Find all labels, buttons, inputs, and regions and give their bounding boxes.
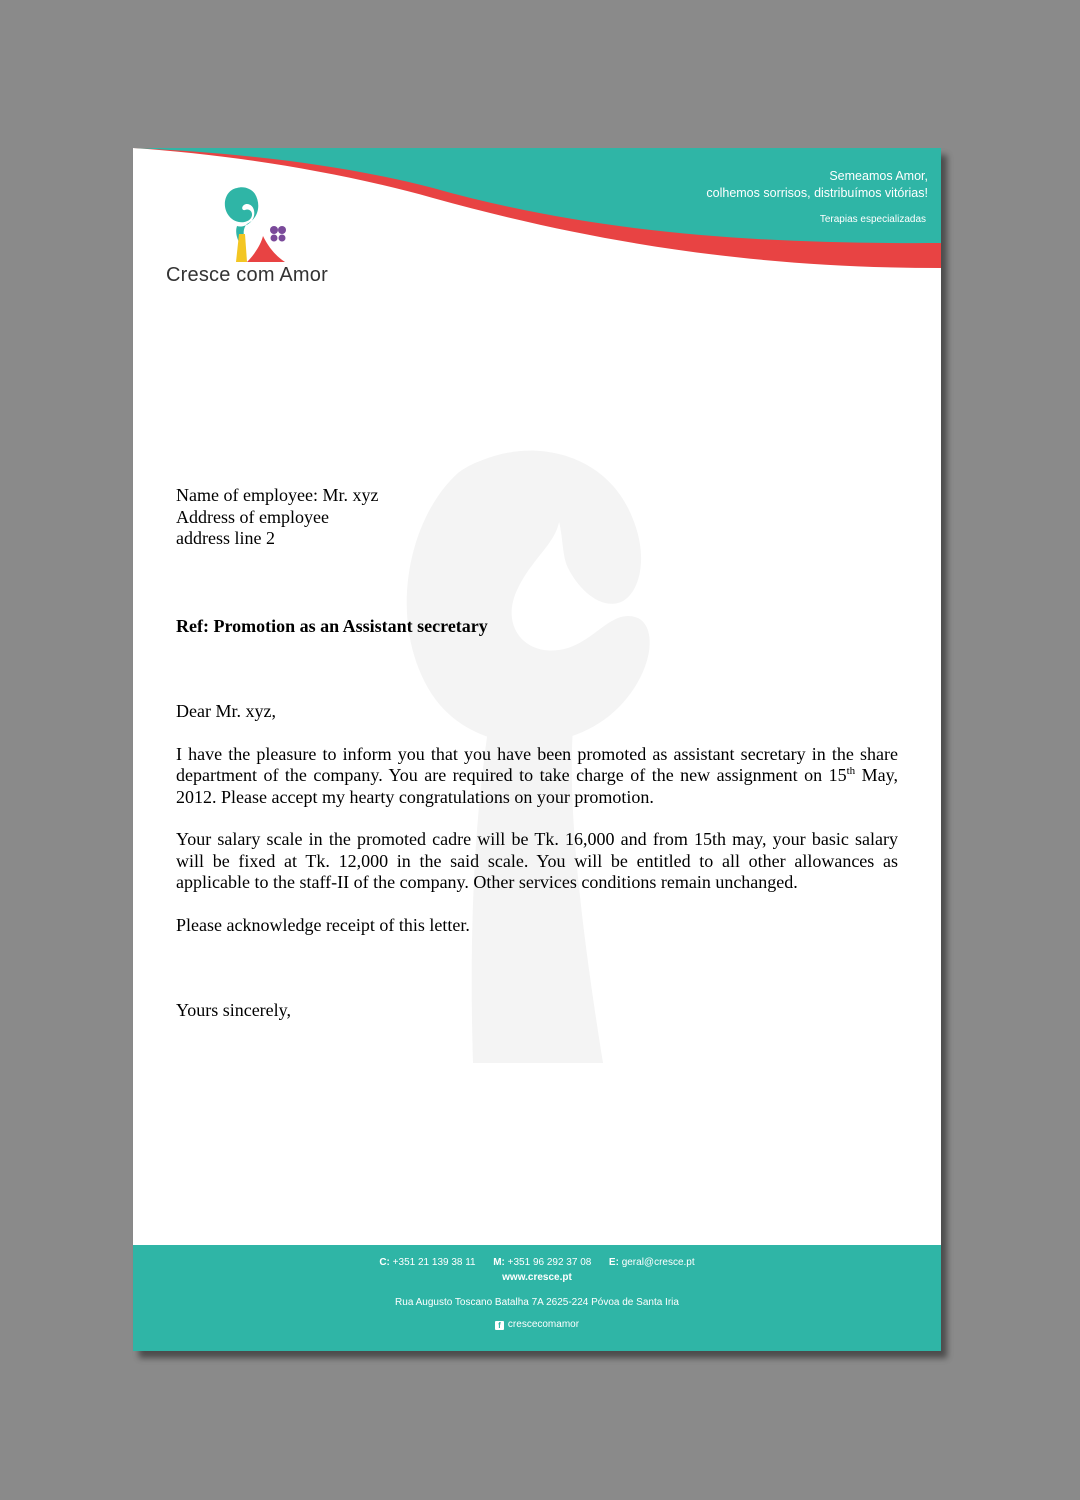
letter-body	[176, 485, 898, 1022]
phone-number[interactable]: +351 21 139 38 11	[392, 1257, 476, 1268]
reference-line: Ref: Promotion as an Assistant secretary	[176, 615, 488, 636]
footer-contact-row	[133, 1257, 941, 1268]
paragraph-3: Please acknowledge receipt of this letter.	[176, 914, 470, 935]
paragraph-1-superscript: th	[846, 765, 856, 777]
tagline-line1: Semeamos Amor,	[829, 169, 928, 183]
tagline-sub: Terapias especializadas	[819, 214, 926, 225]
recipient-block	[176, 485, 898, 550]
mobile-number[interactable]: +351 96 292 37 08	[507, 1257, 592, 1268]
social-row[interactable]	[133, 1319, 941, 1330]
logo-curl-shape	[225, 187, 258, 242]
salutation: Dear Mr. xyz,	[176, 701, 276, 721]
logo-butterfly	[270, 226, 286, 242]
tagline-line2: colhemos sorrisos, distribuímos vitórias!	[706, 186, 928, 200]
brand-logo-icon	[223, 184, 293, 266]
footer-address: Rua Augusto Toscano Batalha 7A 2625-224 Póvoa de Santa Iria	[395, 1297, 679, 1308]
letterhead-page	[133, 148, 941, 1351]
facebook-icon: f	[495, 1321, 504, 1330]
recipient-address-line1: Address of employee	[176, 506, 329, 527]
footer	[133, 1245, 941, 1351]
mobile-label: M:	[493, 1257, 505, 1268]
recipient-name: Name of employee: Mr. xyz	[176, 485, 379, 505]
brand-name: Cresce com Amor	[166, 264, 328, 286]
header-tagline	[706, 168, 928, 202]
email-label: E:	[608, 1257, 619, 1268]
recipient-address-line2: address line 2	[176, 528, 275, 548]
paragraph-1-part-b: May, 2012. Please accept my hearty congratulations on your promotion.	[176, 765, 898, 807]
paragraph-1	[176, 744, 898, 809]
email-link[interactable]: geral@cresce.pt	[621, 1257, 695, 1268]
paragraph-1-part-a: I have the pleasure to inform you that you have been promoted as assistant secretary in the share department of the company. You are required to take charge of the new assignment on 15	[176, 743, 898, 785]
phone-label: C:	[379, 1257, 390, 1268]
social-handle[interactable]: crescecomamor	[507, 1319, 580, 1330]
website-link[interactable]: www.cresce.pt	[502, 1272, 572, 1283]
paragraph-2: Your salary scale in the promoted cadre will be Tk. 16,000 and from 15th may, your basic salary will be fixed at Tk. 12,000 in the said scale. You will be entitled to all other allowances as applicable to the staff-II of the company. Other services conditions remain unchanged.	[176, 829, 898, 892]
closing: Yours sincerely,	[176, 1000, 291, 1020]
